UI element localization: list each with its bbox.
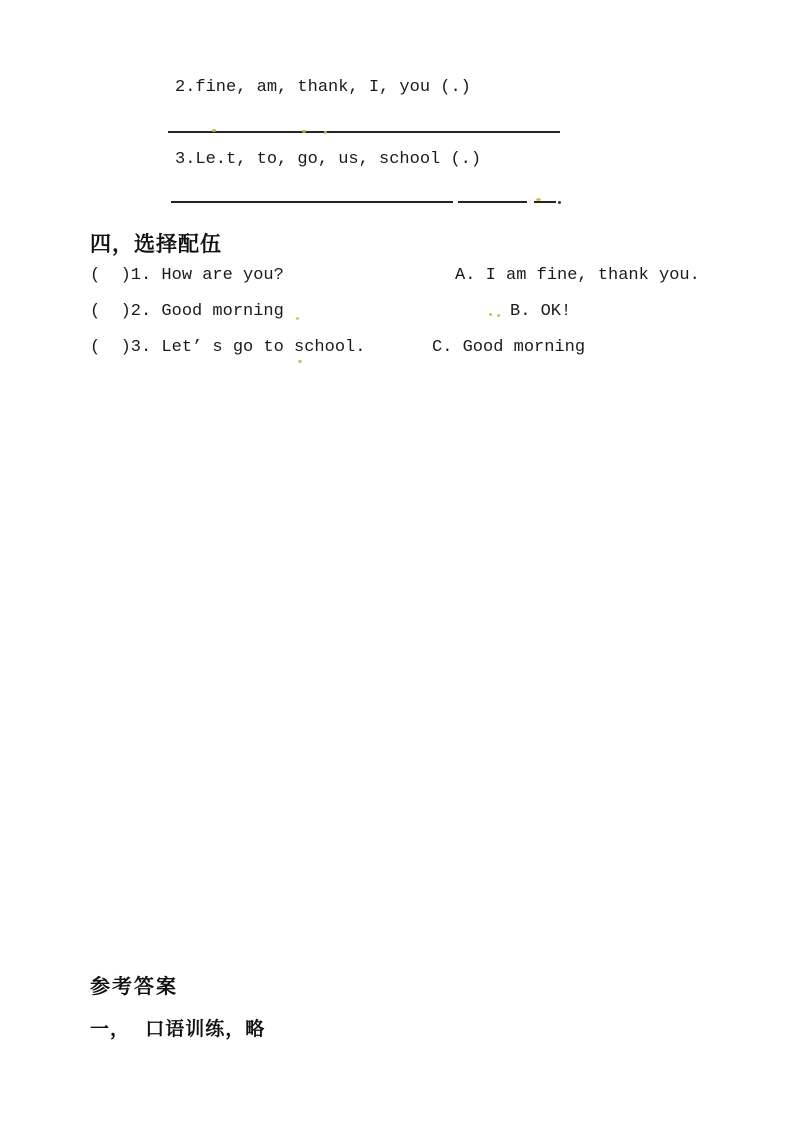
answer-blank-line-2c bbox=[534, 201, 556, 203]
word-order-question-3: 3.Le.t, to, go, us, school (.) bbox=[175, 150, 482, 169]
match-right-3: C. Good morning bbox=[432, 338, 586, 357]
match-left-2: ( )2. Good morning bbox=[90, 302, 284, 321]
matching-section-header: 四，选择配伍 bbox=[90, 232, 222, 256]
scan-speck bbox=[298, 360, 302, 363]
scan-speck bbox=[536, 198, 541, 201]
answer-blank-line-2b bbox=[458, 201, 527, 203]
answer-blank-line-2 bbox=[171, 201, 453, 203]
match-row-3 bbox=[0, 338, 793, 362]
match-right-2: B. OK! bbox=[510, 302, 572, 321]
match-left-1: ( )1. How are you? bbox=[90, 266, 284, 285]
match-row-2 bbox=[0, 302, 793, 326]
scan-speck bbox=[302, 130, 306, 133]
match-left-3: ( )3. Let’ s go to school. bbox=[90, 338, 366, 357]
scan-speck bbox=[489, 313, 492, 316]
scan-speck bbox=[212, 129, 216, 132]
scan-speck bbox=[558, 201, 561, 204]
match-row-1 bbox=[0, 266, 793, 290]
scan-speck bbox=[324, 131, 327, 134]
match-right-1: A. I am fine, thank you. bbox=[455, 266, 700, 285]
word-order-question-2: 2.fine, am, thank, I, you (.) bbox=[175, 78, 471, 97]
scan-speck bbox=[296, 317, 299, 320]
reference-answers-title: 参考答案 bbox=[90, 974, 178, 998]
answer-blank-line-1 bbox=[168, 131, 560, 133]
scan-speck bbox=[497, 314, 500, 317]
reference-answers-line-1: 一， 口语训练，略 bbox=[90, 1018, 266, 1040]
